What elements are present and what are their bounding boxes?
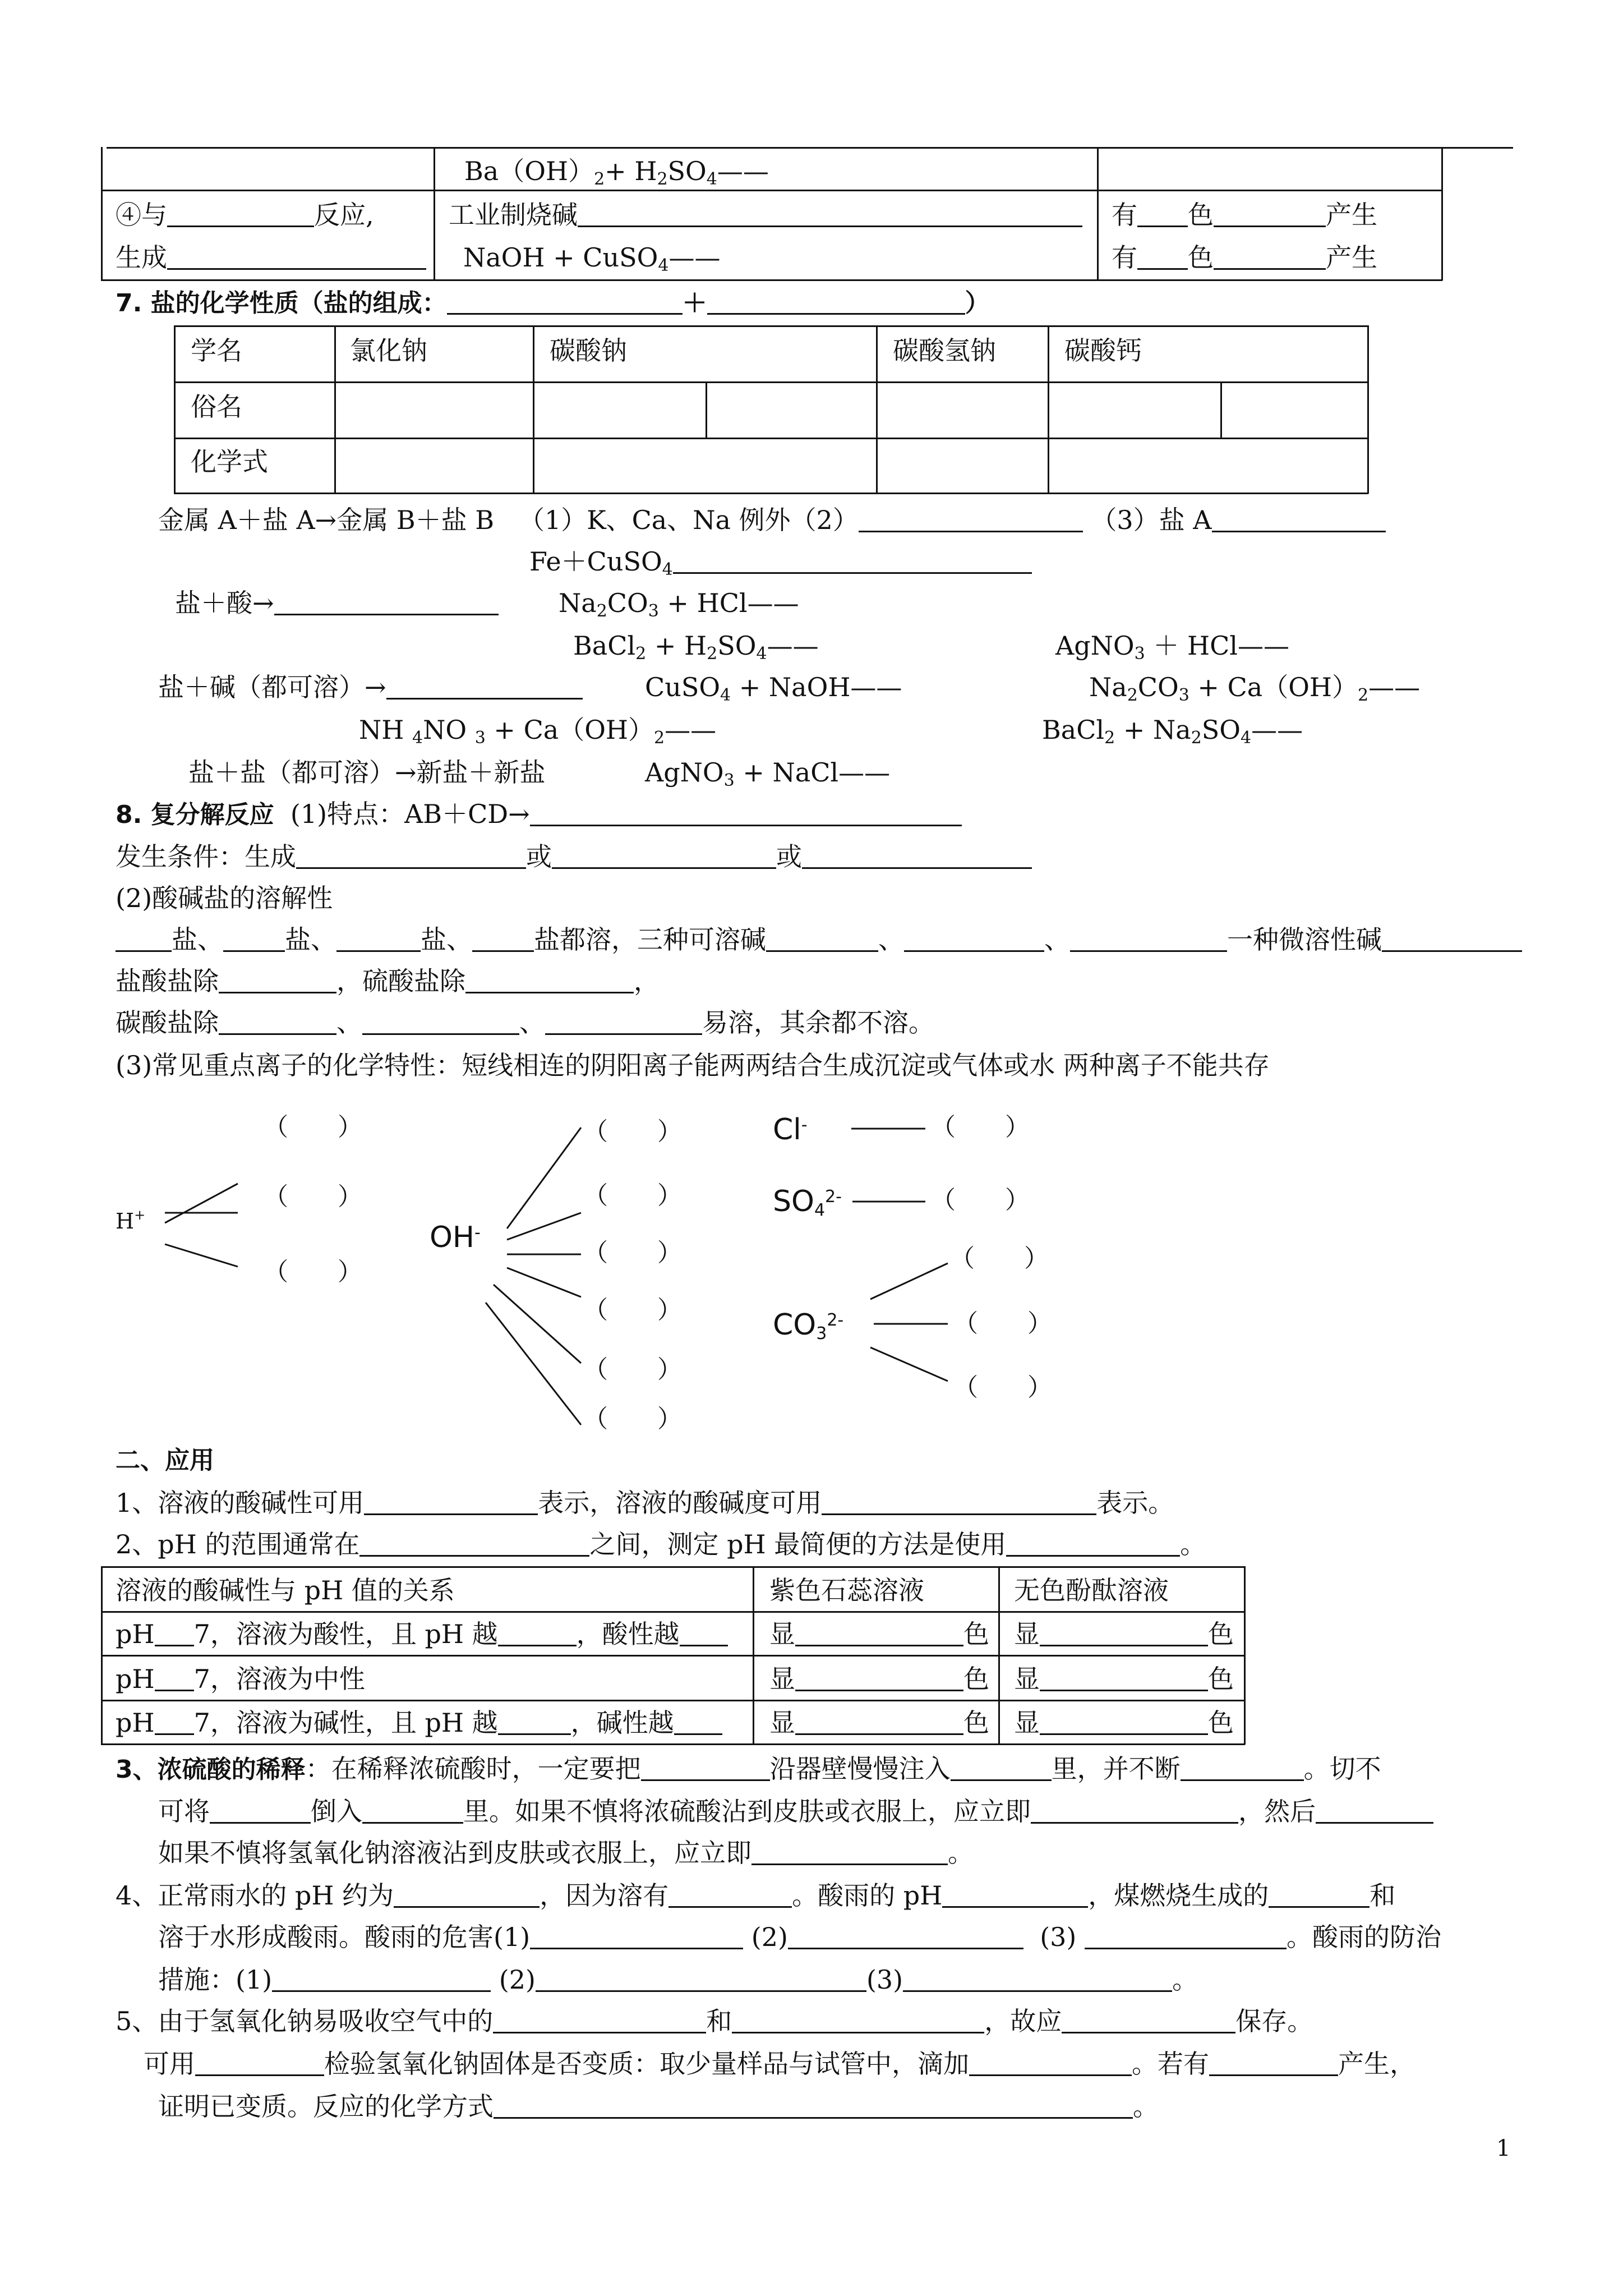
answer-blank[interactable] bbox=[1209, 2052, 1338, 2076]
answer-blank[interactable] bbox=[493, 2009, 706, 2033]
industrial-caustic-soda: 工业制烧碱 bbox=[449, 202, 1082, 228]
answer-blank[interactable] bbox=[641, 1757, 770, 1781]
bacl2-h2so4: BaCl$_2$ + $H_2SO_4——$ bbox=[573, 631, 819, 664]
answer-blank[interactable] bbox=[1062, 2009, 1235, 2033]
answer-blank[interactable] bbox=[732, 2009, 984, 2033]
answer-blank[interactable] bbox=[195, 2052, 324, 2076]
reaction-conditions: 发生条件：生成 或 或 bbox=[116, 844, 1032, 869]
answer-paren[interactable]: （ ） bbox=[583, 1117, 682, 1146]
phenolphthalein-cell: 显 色 bbox=[1014, 1619, 1234, 1649]
answer-paren[interactable]: （ ） bbox=[950, 1244, 1049, 1273]
answer-blank[interactable] bbox=[530, 1925, 743, 1949]
answer-paren[interactable]: （ ） bbox=[583, 1355, 682, 1384]
answer-blank[interactable] bbox=[155, 1711, 194, 1735]
connector-line bbox=[165, 1184, 238, 1223]
connector-line bbox=[507, 1213, 581, 1240]
naoh-cuso4-equation: NaOH + CuSO$_4$—— bbox=[463, 242, 721, 275]
answer-blank[interactable] bbox=[788, 1925, 1023, 1949]
connector-line bbox=[494, 1285, 581, 1363]
question-4-line-2: 溶于水形成酸雨。酸雨的危害(1) (2) (3) 。酸雨的防治 bbox=[158, 1922, 1442, 1952]
answer-blank[interactable] bbox=[498, 1622, 577, 1646]
salt-acid-line: 盐＋酸→ bbox=[175, 590, 499, 616]
answer-blank[interactable] bbox=[210, 1800, 311, 1824]
section-application-title: 二、应用 bbox=[116, 1446, 214, 1475]
connector-line bbox=[165, 1244, 238, 1267]
answer-paren[interactable]: （ ） bbox=[953, 1373, 1052, 1402]
question-5-line-3: 证明已变质。反应的化学方式 。 bbox=[158, 2091, 1159, 2122]
section-8-title: 8. 复分解反应 (1)特点：AB＋CD→ bbox=[116, 801, 962, 827]
ba-h2so4-equation: $Ba(OH)_2+$ $H_2SO_4——$ bbox=[464, 156, 769, 189]
cuso4-naoh: CuSO$_4$ + NaOH—— bbox=[645, 672, 902, 705]
answer-blank[interactable] bbox=[155, 1667, 194, 1691]
answer-paren[interactable]: （ ） bbox=[931, 1113, 1030, 1142]
salt-name: 碳酸钠 bbox=[550, 335, 627, 366]
salt-name: 碳酸钙 bbox=[1064, 335, 1142, 366]
answer-blank[interactable] bbox=[951, 1757, 1052, 1781]
question-5-line-1: 5、由于氢氧化钠易吸收空气中的 和 ，故应 保存。 bbox=[116, 2006, 1313, 2036]
answer-blank[interactable] bbox=[1040, 1667, 1208, 1691]
solubility-title: (2)酸碱盐的溶解性 bbox=[116, 883, 333, 913]
answer-blank[interactable] bbox=[1085, 1925, 1287, 1949]
answer-blank[interactable] bbox=[155, 1622, 194, 1646]
answer-blank[interactable] bbox=[494, 2095, 1133, 2119]
carbonate-ion: $CO_3^{2-}$ bbox=[773, 1308, 844, 1343]
observation-1: 有 色 产生 bbox=[1112, 200, 1377, 230]
connector-line bbox=[507, 1128, 581, 1228]
answer-blank[interactable] bbox=[1316, 1800, 1433, 1824]
answer-paren[interactable]: （ ） bbox=[583, 1405, 682, 1433]
answer-blank[interactable] bbox=[1031, 1800, 1238, 1824]
answer-paren[interactable]: （ ） bbox=[583, 1239, 682, 1267]
hydroxide-ion: OH- bbox=[430, 1221, 481, 1254]
agno3-nacl: AgNO$_3$ + NaCl—— bbox=[645, 757, 891, 790]
question-3-line-1: 3、浓硫酸的稀释：在稀释浓硫酸时，一定要把 沿器壁慢慢注入 里，并不断 。切不 bbox=[116, 1754, 1381, 1784]
ph-row-basic: pH 7，溶液为碱性，且 pH 越 ，碱性越 bbox=[116, 1710, 722, 1736]
answer-paren[interactable]: （ ） bbox=[583, 1181, 682, 1210]
answer-paren[interactable]: （ ） bbox=[953, 1309, 1052, 1338]
question-2: 2、pH 的范围通常在 之间，测定 pH 最简便的方法是使用 。 bbox=[116, 1529, 1206, 1559]
answer-blank[interactable] bbox=[536, 1968, 866, 1992]
bacl2-na2so4: BaCl$_2$ + $Na_2SO_4——$ bbox=[1042, 715, 1303, 748]
answer-blank[interactable] bbox=[969, 2052, 1132, 2076]
salt-name: 碳酸氢钠 bbox=[893, 335, 996, 366]
ion-title: (3)常见重点离子的化学特性：短线相连的阴阳离子能两两结合生成沉淀或气体或水 两种离子不能共存 bbox=[116, 1050, 1270, 1080]
ph-row-neutral: pH 7，溶液为中性 bbox=[116, 1664, 365, 1694]
row-label-common-name: 俗名 bbox=[191, 392, 242, 422]
page-number: 1 bbox=[1496, 2136, 1511, 2161]
solubility-line-2: 盐酸盐除 ，硫酸盐除 ， bbox=[116, 966, 660, 996]
answer-blank[interactable] bbox=[364, 1491, 538, 1515]
answer-blank[interactable] bbox=[1040, 1711, 1208, 1735]
ph-table-header: 紫色石蕊溶液 bbox=[769, 1575, 924, 1605]
product-label: 生成 bbox=[116, 245, 426, 270]
answer-blank[interactable] bbox=[1040, 1622, 1208, 1646]
solubility-line-3: 碳酸盐除 、 、 易溶，其余都不溶。 bbox=[116, 1007, 934, 1038]
phenolphthalein-cell: 显 色 bbox=[1014, 1708, 1234, 1738]
question-5-line-2: 可用 检验氢氧化钠固体是否变质：取少量样品与试管中，滴加 。若有 产生， bbox=[144, 2049, 1415, 2079]
answer-blank[interactable] bbox=[1006, 1533, 1180, 1557]
ph-row-acidic: pH 7，溶液为酸性，且 pH 越 ，酸性越 bbox=[116, 1621, 728, 1647]
answer-blank[interactable] bbox=[674, 1711, 722, 1735]
answer-blank[interactable] bbox=[272, 1968, 491, 1992]
salt-base-line: 盐＋碱（都可溶）→ bbox=[158, 674, 583, 700]
answer-blank[interactable] bbox=[359, 1533, 589, 1557]
answer-paren[interactable]: （ ） bbox=[264, 1258, 362, 1286]
answer-blank[interactable] bbox=[362, 1800, 463, 1824]
answer-blank[interactable] bbox=[751, 1841, 948, 1865]
section-7-title: 7. 盐的化学性质（盐的组成： ＋ ） bbox=[116, 289, 990, 318]
fe-cuso4-line: Fe＋CuSO$_4$ bbox=[529, 549, 1032, 574]
na2co3-hcl: $Na_2CO_3$ + HCl—— bbox=[559, 588, 799, 621]
litmus-cell: 显 色 bbox=[769, 1664, 989, 1694]
observation-2: 有 色 产生 bbox=[1112, 242, 1377, 273]
phenolphthalein-cell: 显 色 bbox=[1014, 1664, 1234, 1694]
salt-salt-line: 盐＋盐（都可溶）→新盐＋新盐 bbox=[188, 757, 546, 788]
chloride-ion: Cl- bbox=[773, 1113, 808, 1147]
answer-paren[interactable]: （ ） bbox=[931, 1186, 1030, 1214]
answer-paren[interactable]: （ ） bbox=[264, 1113, 362, 1142]
metal-salt-line: 金属 A＋盐 A→金属 B＋盐 B （1）K、Ca、Na 例外（2） （3）盐 A bbox=[158, 507, 1386, 533]
answer-blank[interactable] bbox=[680, 1622, 728, 1646]
na2co3-caoh2: $Na_2CO_3$ + $Ca(OH)_2——$ bbox=[1089, 672, 1421, 705]
row-label-formula: 化学式 bbox=[191, 447, 268, 477]
question-3-line-2: 可将 倒入 里。如果不慎将浓硫酸沾到皮肤或衣服上，应立即 ，然后 bbox=[158, 1798, 1433, 1824]
question-4-line-1: 4、正常雨水的 pH 约为 ，因为溶有 。酸雨的 pH ，煤燃烧生成的 和 bbox=[116, 1880, 1396, 1911]
answer-paren[interactable]: （ ） bbox=[583, 1296, 682, 1324]
connector-line bbox=[870, 1263, 948, 1299]
sulfate-ion: $SO_4^{2-}$ bbox=[773, 1185, 842, 1220]
litmus-cell: 显 色 bbox=[769, 1619, 989, 1649]
answer-blank[interactable] bbox=[822, 1491, 1096, 1515]
reaction-label: ④与 反应, bbox=[116, 200, 374, 230]
connector-line bbox=[870, 1347, 948, 1381]
litmus-cell: 显 色 bbox=[769, 1708, 989, 1738]
answer-blank[interactable] bbox=[795, 1622, 963, 1646]
answer-blank[interactable] bbox=[903, 1968, 1172, 1992]
question-4-line-3: 措施：(1) (2) (3) 。 bbox=[158, 1964, 1198, 1995]
nh4no3-caoh2: NH $_4$NO $_3 + Ca(OH)_2——$ bbox=[359, 715, 717, 748]
hydrogen-ion: H+ bbox=[116, 1207, 146, 1234]
agno3-hcl: AgNO$_3$ ＋ HCl—— bbox=[1055, 631, 1290, 664]
answer-blank[interactable] bbox=[394, 1884, 540, 1908]
answer-blank[interactable] bbox=[795, 1667, 963, 1691]
answer-blank[interactable] bbox=[1269, 1884, 1370, 1908]
question-3-line-3: 如果不慎将氢氧化钠溶液沾到皮肤或衣服上，应立即 。 bbox=[158, 1838, 974, 1868]
answer-blank[interactable] bbox=[668, 1884, 792, 1908]
row-label-name: 学名 bbox=[191, 335, 242, 366]
answer-blank[interactable] bbox=[498, 1711, 571, 1735]
ph-table-header: 无色酚酞溶液 bbox=[1014, 1575, 1169, 1605]
answer-blank[interactable] bbox=[795, 1711, 963, 1735]
connector-line bbox=[507, 1268, 581, 1297]
ph-table-header: 溶液的酸碱性与 pH 值的关系 bbox=[116, 1575, 455, 1605]
answer-blank[interactable] bbox=[1181, 1757, 1304, 1781]
solubility-line-1: 盐、 盐、 盐、 盐都溶，三种可溶碱 、 、 一种微溶性碱 bbox=[116, 927, 1522, 953]
answer-paren[interactable]: （ ） bbox=[264, 1182, 362, 1211]
answer-blank[interactable] bbox=[942, 1884, 1088, 1908]
question-1: 1、溶液的酸碱性可用 表示，溶液的酸碱度可用 表示。 bbox=[116, 1488, 1174, 1518]
salt-name: 氯化钠 bbox=[350, 335, 427, 366]
